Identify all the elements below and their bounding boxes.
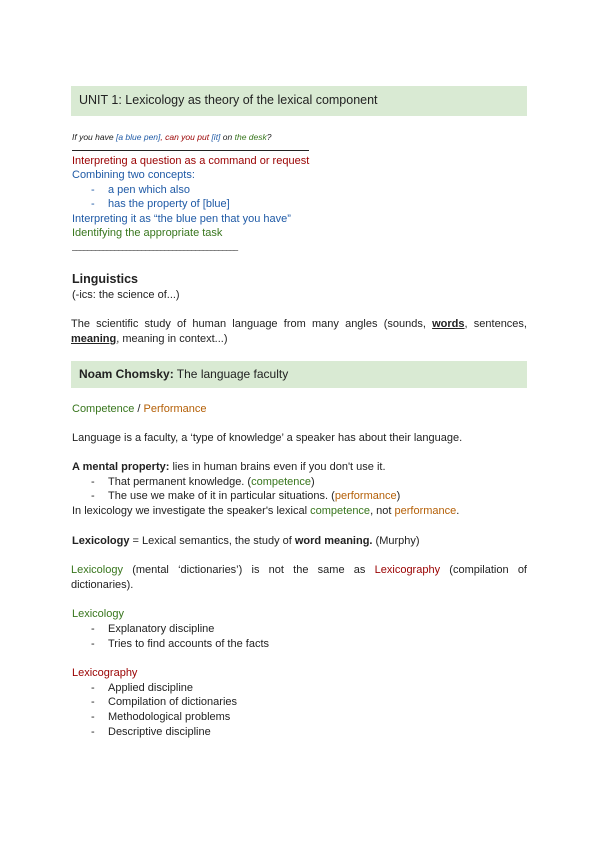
- example-text: If you have: [72, 132, 116, 142]
- sentence-text: , not: [370, 505, 395, 517]
- chomsky-subtitle: The language faculty: [173, 367, 289, 381]
- bullet-dash: -: [91, 711, 95, 723]
- example-sentence: [72, 130, 271, 145]
- linguistics-heading: Linguistics: [72, 272, 138, 286]
- interp-line-3: Interpreting it as “the blue pen that you have”: [72, 213, 291, 225]
- comparison-paragraph: [71, 563, 527, 593]
- divider-line: [72, 150, 309, 151]
- lexicology-word: Lexicology: [71, 564, 123, 576]
- example-blue-pen: [a blue pen]: [115, 132, 161, 142]
- interp-line-4: Identifying the appropriate task: [72, 227, 223, 239]
- interp-bullet-1: a pen which also: [108, 184, 190, 196]
- mental-bullet-2: [108, 489, 400, 504]
- slash: /: [134, 403, 144, 415]
- example-text: on: [220, 132, 235, 142]
- interp-bullet-2: has the property of [blue]: [108, 198, 230, 210]
- bullet-text: ): [311, 476, 315, 488]
- sentence-text: In lexicology we investigate the speaker's lexical: [72, 505, 311, 517]
- keyword-words: words: [432, 318, 465, 330]
- example-it: [it]: [211, 132, 221, 142]
- bullet-text: ): [396, 490, 401, 502]
- competence-label: Competence: [72, 403, 135, 415]
- competence-word: competence: [310, 505, 371, 517]
- paragraph-text: , sentences,: [464, 318, 527, 330]
- mental-property-label: A mental property:: [72, 461, 170, 473]
- performance-word: performance: [334, 490, 397, 502]
- example-text: ?: [266, 132, 272, 142]
- competence-word: competence: [251, 476, 312, 488]
- list-item: Applied discipline: [108, 682, 193, 694]
- bullet-text: The use we make of it in particular situations. (: [108, 490, 335, 502]
- citation: (Murphy): [372, 535, 420, 547]
- lexicology-term: Lexicology: [72, 535, 130, 547]
- list-item: Explanatory discipline: [108, 623, 215, 635]
- faculty-sentence: Language is a faculty, a ‘type of knowledge’ a speaker has about their language.: [72, 432, 463, 444]
- bullet-dash: -: [91, 726, 95, 738]
- chomsky-band: [71, 361, 527, 388]
- list-item: Compilation of dictionaries: [108, 696, 238, 708]
- word-meaning-term: word meaning.: [294, 535, 373, 547]
- linguistics-paragraph: [71, 317, 527, 347]
- mental-property-text: lies in human brains even if you don't use it.: [169, 461, 386, 473]
- performance-word: performance: [394, 505, 457, 517]
- interp-line-1: Interpreting a question as a command or request: [72, 155, 310, 167]
- mental-bullet-1: [108, 475, 315, 490]
- lexicology-list-title: Lexicology: [72, 608, 124, 620]
- bullet-dash: -: [91, 490, 95, 502]
- example-desk: the desk: [234, 132, 267, 142]
- lexicography-word: Lexicography: [374, 564, 441, 576]
- list-item: Tries to find accounts of the facts: [108, 638, 270, 650]
- bullet-dash: -: [91, 696, 95, 708]
- lexicology-definition: [72, 534, 420, 549]
- lexicography-list-title: Lexicography: [72, 667, 138, 679]
- chomsky-name: Noam Chomsky:: [79, 367, 174, 381]
- bullet-dash: -: [91, 623, 95, 635]
- unit-title-band: [71, 86, 527, 116]
- bullet-dash: -: [91, 198, 95, 210]
- performance-label: Performance: [143, 403, 207, 415]
- paragraph-text: , meaning in context...): [116, 333, 228, 345]
- example-text: , can you put: [160, 132, 212, 142]
- keyword-meaning: meaning: [71, 333, 117, 345]
- paragraph-text: (mental ‘dictionaries’) is not the same as: [122, 564, 375, 576]
- lexicology-investigates: [72, 504, 459, 519]
- unit-title: UNIT 1: Lexicology as theory of the lexical component: [79, 93, 378, 107]
- bottom-rule: ___________________________________________: [72, 242, 238, 251]
- list-item: Descriptive discipline: [108, 726, 211, 738]
- bullet-dash: -: [91, 184, 95, 196]
- bullet-text: That permanent knowledge. (: [108, 476, 252, 488]
- linguistics-sub: (-ics: the science of...): [72, 289, 180, 301]
- bullet-dash: -: [91, 682, 95, 694]
- chomsky-title: [79, 367, 288, 382]
- bullet-dash: -: [91, 476, 95, 488]
- competence-performance: [72, 402, 207, 417]
- sentence-text: .: [456, 505, 460, 517]
- list-item: Methodological problems: [108, 711, 231, 723]
- bullet-dash: -: [91, 638, 95, 650]
- paragraph-text: (compilation of dictionaries).: [71, 564, 527, 591]
- mental-property: [72, 460, 386, 475]
- paragraph-text: The scientific study of human language from many angles (sounds,: [71, 318, 433, 330]
- definition-text: = Lexical semantics, the study of: [129, 535, 295, 547]
- interp-line-2: Combining two concepts:: [72, 169, 195, 181]
